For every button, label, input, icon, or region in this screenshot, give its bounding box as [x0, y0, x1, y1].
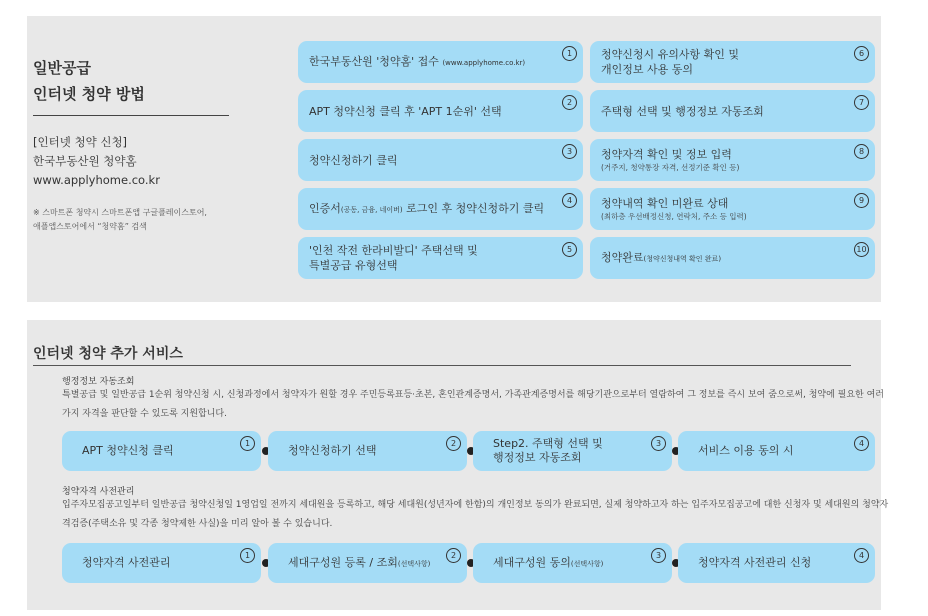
step-5-label: '인천 작전 한라비발디' 주택선택 및 특별공급 유형선택 [309, 244, 478, 272]
sec1-label: 행정정보 자동조회 [62, 377, 135, 387]
flow1-step-3 [473, 431, 672, 471]
step-9-detail: (최하층 우선배정신청, 연락처, 주소 등 입력) [601, 212, 747, 221]
sec2-label: 청약자격 사전관리 [62, 487, 135, 497]
step-number-3: 3 [562, 144, 577, 159]
step-number-1: 1 [562, 46, 577, 61]
step-number-8: 8 [854, 144, 869, 159]
step-5 [298, 237, 583, 279]
flow2-step-4 [678, 543, 875, 583]
flow1-step-2-label: 청약신청하기 선택 [288, 444, 377, 457]
flow2-step-3-note: (선택사항) [570, 559, 604, 568]
step-6 [590, 41, 875, 83]
step-4-label-post: 로그인 후 청약신청하기 클릭 [402, 201, 545, 215]
step-7 [590, 90, 875, 132]
flow-number: 4 [854, 436, 869, 451]
step-3 [298, 139, 583, 181]
flow-number: 1 [240, 548, 255, 563]
flow-number: 3 [651, 436, 666, 451]
step-1 [298, 41, 583, 83]
flow1-step-4-label: 서비스 이용 동의 시 [698, 444, 794, 457]
flow2-step-2-label: 세대구성원 등록 / 조회 [288, 555, 398, 569]
flow-number: 3 [651, 548, 666, 563]
step-4 [298, 188, 583, 230]
step-9-label: 청약내역 확인 미완료 상태 [601, 197, 729, 210]
flow1-step-3-label: Step2. 주택형 선택 및 행정정보 자동조회 [493, 437, 603, 464]
flow2-step-2 [268, 543, 467, 583]
step-number-2: 2 [562, 95, 577, 110]
divider [33, 365, 851, 366]
step-10 [590, 237, 875, 279]
step-8-detail: (거주지, 청약통장 자격, 선정기준 확인 등) [601, 163, 740, 172]
flow2-step-1-label: 청약자격 사전관리 [82, 556, 171, 569]
step-number-5: 5 [562, 242, 577, 257]
smartphone-note: ※ 스마트폰 청약시 스마트폰앱 구글플레이스토어, 애플앱스토어에서 “청약홈” 검색 [33, 208, 207, 231]
flow-number: 2 [446, 436, 461, 451]
flow2-step-3 [473, 543, 672, 583]
flow2-step-2-note: (선택사항) [397, 559, 431, 568]
sec2-description: 입주자모집공고일부터 일반공급 청약신청일 1영업일 전까지 세대원을 등록하고, 해당 세대원(성년자에 한함)의 개인정보 동의가 완료되면, 실제 청약하고자 하는 입주자모집공고에 대한 신청자 및 세대원의 청약자격검증(주택소유 및 각종 청약제한 사실)을 미리 알아 볼 수 있습니다. [62, 500, 889, 529]
step-4-label-pre: 인증서 [309, 201, 341, 215]
step-1-label: 한국부동산원 '청약홈' 접수 [309, 54, 443, 68]
step-8-label: 청약자격 확인 및 정보 입력 [601, 148, 732, 161]
step-10-detail: (청약신청내역 확인 완료) [643, 254, 722, 263]
step-8 [590, 139, 875, 181]
step-2-label: APT 청약신청 클릭 후 'APT 1순위' 선택 [309, 104, 502, 118]
step-1-url: (www.applyhome.co.kr) [442, 58, 526, 67]
flow1-step-2 [268, 431, 467, 471]
flow1-step-4 [678, 431, 875, 471]
flow2-step-1 [62, 543, 261, 583]
divider [33, 115, 229, 116]
flow1-step-1-label: APT 청약신청 클릭 [82, 444, 174, 457]
service-title: 인터넷 청약 추가 서비스 [33, 346, 183, 362]
step-number-6: 6 [854, 46, 869, 61]
step-6-label: 청약신청시 유의사항 확인 및 개인정보 사용 동의 [601, 48, 740, 76]
step-10-label: 청약완료 [601, 250, 644, 264]
flow-number: 4 [854, 548, 869, 563]
step-number-10: 10 [854, 242, 869, 257]
step-3-label: 청약신청하기 클릭 [309, 153, 398, 167]
step-9 [590, 188, 875, 230]
step-7-label: 주택형 선택 및 행정정보 자동조회 [601, 104, 764, 118]
flow-number: 2 [446, 548, 461, 563]
step-2 [298, 90, 583, 132]
flow2-step-3-label: 세대구성원 동의 [493, 555, 571, 569]
method-title: 일반공급 인터넷 청약 방법 [33, 59, 145, 103]
step-number-7: 7 [854, 95, 869, 110]
sec1-description: 특별공급 및 일반공급 1순위 청약신청 시, 신청과정에서 청약자가 원할 경우 주민등록표등·초본, 혼인관계증명서, 가족관계증명서를 해당기관으로부터 열람하여 그 정보를 즉시 보여 줌으로써, 청약에 필요한 여러가지 자격을 판단할 수 있도록 지원합니다. [62, 390, 884, 419]
step-number-9: 9 [854, 193, 869, 208]
flow-number: 1 [240, 436, 255, 451]
step-4-cert-types: (공동, 금융, 네이버) [340, 205, 403, 214]
step-number-4: 4 [562, 193, 577, 208]
flow2-step-4-label: 청약자격 사전관리 신청 [698, 556, 812, 569]
method-info: [인터넷 청약 신청] 한국부동산원 청약홈 www.applyhome.co.kr [33, 135, 160, 187]
flow1-step-1 [62, 431, 261, 471]
